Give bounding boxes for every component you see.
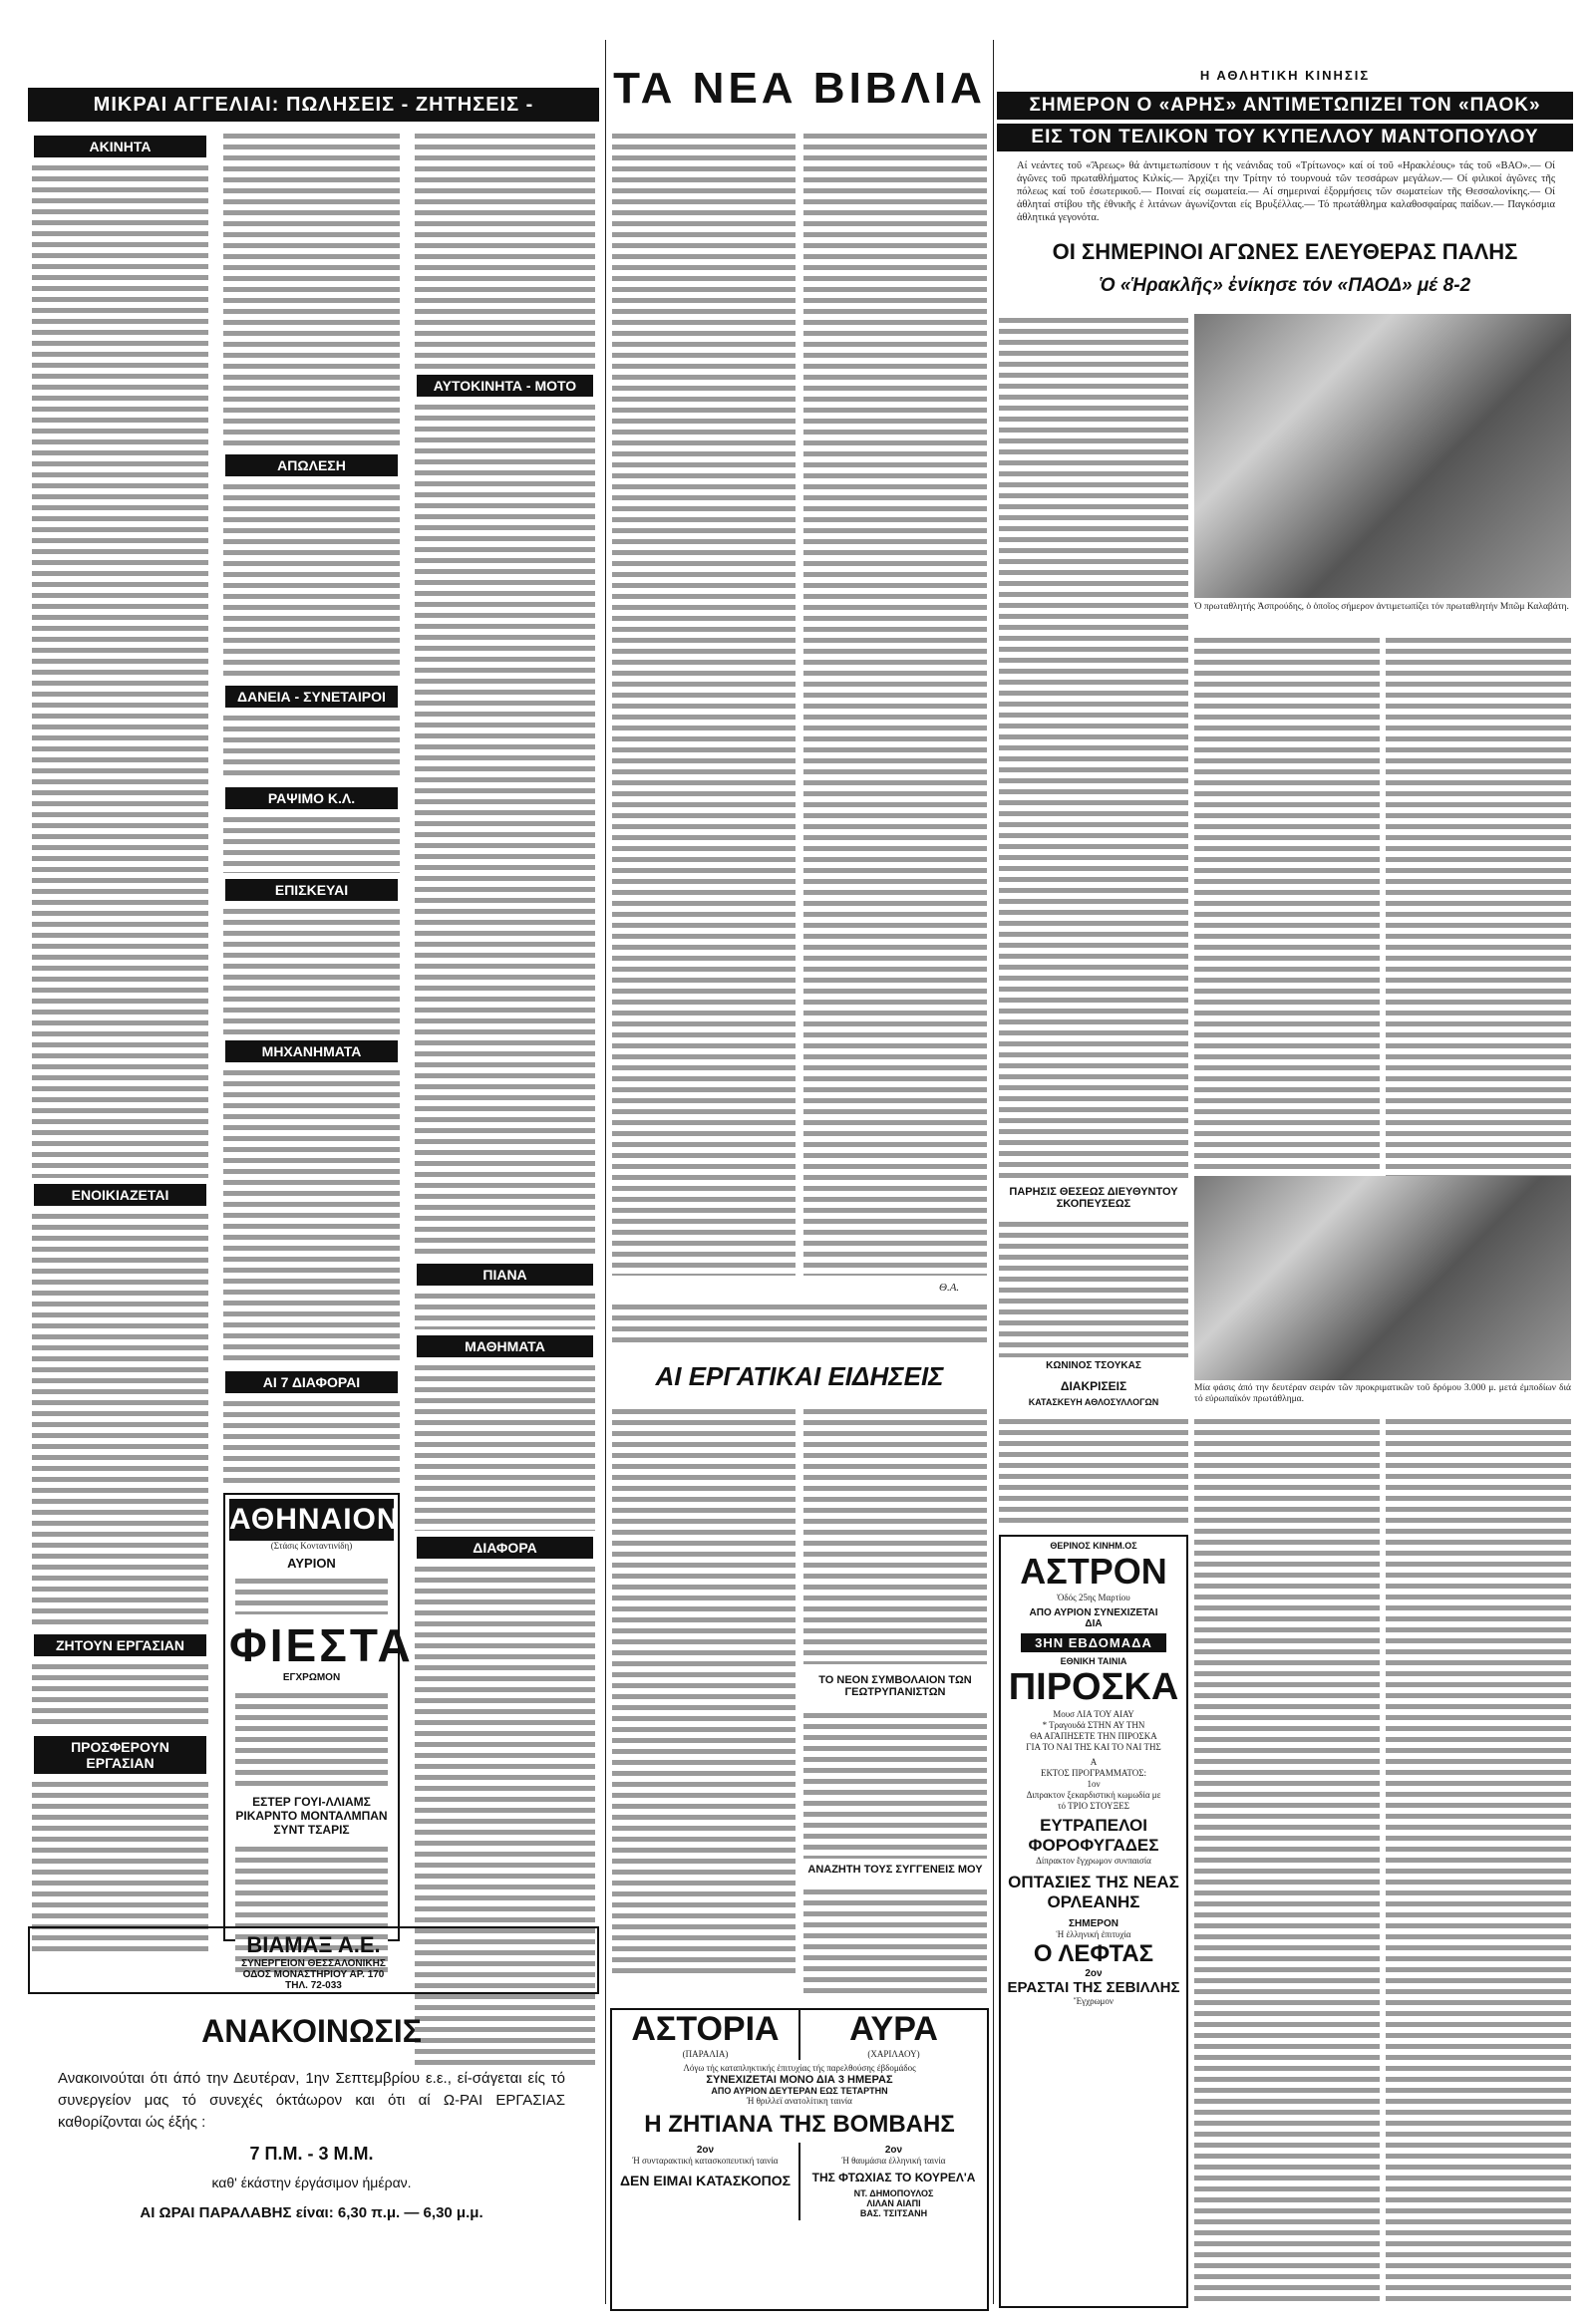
classified-text <box>32 1210 208 1628</box>
avra-second-label: 2ον <box>884 2145 903 2156</box>
cinema-names <box>612 2010 987 2060</box>
announcement-text: Ανακοινούται ότι άπό την Δευτέραν, 1ην Σεπτεμβρίου ε.ε., εί-σάγεται είς τό συνεργείον μας τό συνεχές όκτάωρον και ότι αί Ω-ΡΑΙ ΕΡΓΑΣΙΑΣ καθορίζονται ώς έξής : <box>58 2070 565 2131</box>
sports-text-e <box>999 1415 1188 1525</box>
astron-film4: Ο ΛΕΦΤΑΣ <box>1033 1940 1154 1967</box>
avra-title: ΑΥΡΑ <box>849 2010 938 2048</box>
astron-film2: ΕΥΤΡΑΠΕΛΟΙ ΦΟΡΟΦΥΓΑΔΕΣ <box>1028 1816 1159 1855</box>
sports-text-f <box>1194 1415 1380 2302</box>
ad-text <box>235 1689 388 1789</box>
astoria-second <box>612 2143 800 2220</box>
astron-film: ΠΙΡΟΣΚΑ <box>1008 1666 1179 1708</box>
books-header: ΤΑ ΝΕΑ ΒΙΒΛΙΑ <box>613 64 986 113</box>
athinaion-title: ΑΘΗΝΑΙΟΝ <box>229 1499 394 1541</box>
section-header-zitoun-ergasian: ΖΗΤΟΥΝ ΕΡΓΑΣΙΑΝ <box>34 1634 206 1656</box>
wrestling-subheader: Ὁ «Ἡρακλῆς» ἐνίκησε τόν «ΠΑΟΔ» μέ 8-2 <box>1099 275 1471 296</box>
section-header-diafora: ΔΙΑΦΟΡΑ <box>417 1537 593 1559</box>
section-header-daneia: ΔΑΝΕΙΑ - ΣΥΝΕΤΑΙΡΟΙ <box>225 686 398 708</box>
cinema-line2: ΣΥΝΕΧΙΖΕΤΑΙ ΜΟΝΟ ΔΙΑ 3 ΗΜΕΡΑΣ <box>706 2074 893 2086</box>
shooting-box-title: ΠΑΡΗΣΙΣ ΘΕΣΕΩΣ ΔΙΕΥΘΥΝΤΟΥ ΣΚΟΠΕΥΣΕΩΣ <box>1009 1186 1178 1210</box>
astron-address: Ὁδός 25ης Μαρτίου <box>1057 1593 1130 1602</box>
viamax-phone: ΤΗΛ. 72-033 <box>285 1980 342 1991</box>
astoria-avra-ad <box>610 2008 989 2311</box>
avra-second-film: ΤΗΣ ΦΤΩΧΙΑΣ ΤΟ ΚΟΥΡΕΛ'Α <box>811 2171 976 2184</box>
wrestler-photo-caption: Ὁ πρωταθλητής Ἀσπρούδης, ὁ ὁποῖος σήμερον ἀντιμετωπίζει τόν πρωταθλητήν Μπῶμ Καλαβάτη. <box>1194 602 1569 612</box>
announcement <box>28 2003 595 2302</box>
section-header-piana: ΠΙΑΝΑ <box>417 1264 593 1286</box>
labor-subheader-2: ΑΝΑΖΗΤΗ ΤΟΥΣ ΣΥΓΓΕΝΕΙΣ ΜΟΥ <box>807 1864 983 1876</box>
cinema-line3: ΑΠΟ ΑΥΡΙΟΝ ΔΕΥΤΕΡΑΝ ΕΩΣ ΤΕΤΑΡΤΗΝ <box>711 2086 888 2096</box>
avra-block <box>800 2010 987 2060</box>
books-signature: Θ.Α. <box>939 1282 960 1294</box>
announcement-days: καθ' έκάστην έργάσιμον ήμέραν. <box>211 2175 412 2190</box>
sports-kicker: Η ΑΘΛΗΤΙΚΗ ΚΙΝΗΣΙΣ <box>1199 68 1371 83</box>
avra-second-desc: Ή θαυμάσια έλληνική ταινία <box>841 2156 946 2166</box>
announcement-title: ΑΝΑΚΟΙΝΩΣΙΣ <box>201 2013 422 2049</box>
viamax-ad <box>28 1926 599 1994</box>
avra-sub: (ΧΑΡΙΛΑΟΥ) <box>867 2049 920 2059</box>
classifieds-subcol-1 <box>28 130 212 1957</box>
athinaion-stars: ΕΣΤΕΡ ΓΟΥΙ-ΛΛΙΑΜΣ ΡΙΚΑΡΝΤΟ ΜΟΝΤΑΛΜΠΑΝ ΣΥΝΤ ΤΣΑΡΙΣ <box>235 1795 388 1837</box>
astron-second: 2ον <box>1085 1968 1103 1979</box>
astron-film5-sub: Ἔγχρωμον <box>1074 1996 1114 2006</box>
classifieds-header: ΜΙΚΡΑΙ ΑΓΓΕΛΙΑΙ: ΠΩΛΗΣΕΙΣ - ΖΗΤΗΣΕΙΣ - <box>28 88 599 122</box>
astron-film3: ΟΠΤΑΣΙΕΣ ΤΗΣ ΝΕΑΣ ΟΡΛΕΑΝΗΣ <box>1008 1873 1179 1911</box>
astron-cinema-ad <box>999 1535 1188 2308</box>
astoria-block <box>612 2010 800 2060</box>
section-header-enoikiazetai: ΕΝΟΙΚΙΑΖΕΤΑΙ <box>34 1184 206 1206</box>
sports-column <box>997 0 1573 2324</box>
sports-headline-1: ΣΗΜΕΡΟΝ Ο «ΑΡΗΣ» ΑΝΤΙΜΕΤΩΠΙΖΕΙ ΤΟΝ «ΠΑΟΚ» <box>997 92 1573 120</box>
wrestling-header: ΟΙ ΣΗΜΕΡΙΝΟΙ ΑΓΩΝΕΣ ΕΛΕΥΘΕΡΑΣ ΠΑΛΗΣ <box>1052 239 1518 264</box>
astron-desc: Μουσ ΛΙΑ ΤΟΥ ΑΙΑΥ * Τραγουδά ΣΤΗΝ ΑΥ ΤΗΝ ΘΑ ΑΓΑΠΗΣΕΤΕ ΤΗΝ ΠΙΡΟΣΚΑ ΓΙΑ ΤΟ ΝΑΙ ΤΗΣ ΚΑΙ ΤΟ ΝΑΙ ΤΗΣ <box>1026 1709 1161 1752</box>
classified-text <box>415 401 595 1258</box>
classified-text <box>223 712 400 781</box>
classified-text <box>415 1290 595 1329</box>
column-rule <box>993 40 994 2304</box>
athinaion-film-title: ΦΙΕΣΤΑ <box>229 1619 414 1671</box>
astron-today: ΣΗΜΕΡΟΝ <box>1069 1918 1118 1929</box>
section-header-prosferoun-ergasian: ΠΡΟΣΦΕΡΟΥΝ ΕΡΓΑΣΙΑΝ <box>34 1736 206 1774</box>
astron-extra: Α ΕΚΤΟΣ ΠΡΟΓΡΑΜΜΑΤΟΣ: 1ον Διπρακτον ξεκαρδιστική κωμωδία με τό ΤΡΙΟ ΣΤΟΥΞΕΣ <box>1026 1757 1161 1811</box>
astron-film2-sub: Δίπρακτον ἔγχρωμον συνπαισία <box>1036 1856 1151 1866</box>
astron-line1: ΑΠΟ ΑΥΡΙΟΝ ΣΥΝΕΧΙΖΕΤΑΙ <box>1029 1607 1158 1618</box>
cinema-line4: Ή θριλλεϊ ανατολίτικη ταινία <box>747 2096 852 2106</box>
astron-kicker: ΘΕΡΙΝΟΣ ΚΙΝΗΜ.ΟΣ <box>1050 1541 1137 1551</box>
labor-text-right-1 <box>803 1405 987 1664</box>
astoria-sub: (ΠΑΡΑΛΙΑ) <box>682 2049 729 2059</box>
shooting-box-sign: ΚΩΝΙΝΟΣ ΤΣΟΥΚΑΣ <box>1046 1360 1141 1371</box>
sports-text-a <box>999 314 1188 1181</box>
classified-text <box>415 1563 595 2071</box>
section-header-mathimata: ΜΑΘΗΜΑΤΑ <box>417 1335 593 1357</box>
wrestler-photo <box>1194 314 1571 598</box>
labor-text-left <box>612 1405 796 1973</box>
athinaion-cinema-ad <box>223 1493 414 1941</box>
astron-week: 3ΗΝ ΕΒΔΟΜΑΔΑ <box>1021 1633 1166 1652</box>
books-text-lower <box>612 1301 987 1345</box>
viamax-title: ΒΙΑΜΑΞ Α.Ε. <box>246 1932 381 1957</box>
books-text-left <box>612 130 796 1276</box>
diakrisis-sub: ΚΑΤΑΣΚΕΥΗ ΑΘΛΟΣΥΛΛΟΓΩΝ <box>1028 1397 1159 1407</box>
classified-text <box>415 1361 595 1531</box>
classifieds-subcol-2 <box>219 130 414 1947</box>
section-header-aftokinita: ΑΥΤΟΚΙΝΗΤΑ - ΜΟΤΟ <box>417 375 593 397</box>
labor-header: ΑΙ ΕΡΓΑΤΙΚΑΙ ΕΙΔΗΣΕΙΣ <box>655 1361 944 1391</box>
section-header-rapsimo: ΡΑΨΙΜΟ Κ.Λ. <box>225 787 398 809</box>
athinaion-when: ΑΥΡΙΟΝ <box>287 1556 336 1571</box>
athinaion-sub: (Στάσις Κονταντινίδη) <box>270 1541 353 1551</box>
viamax-line1: ΣΥΝΕΡΓΕΙΟΝ ΘΕΣΣΑΛΟΝΙΚΗΣ <box>241 1958 386 1969</box>
astron-today-sub: Ἡ ἐλληνική ἐπιτυχία <box>1056 1929 1131 1939</box>
astoria-second-film: ΔΕΝ ΕΙΜΑΙ ΚΑΤΑΣΚΟΠΟΣ <box>619 2173 792 2188</box>
classified-text <box>415 130 595 369</box>
steeplechase-photo <box>1194 1176 1571 1380</box>
astoria-second-label: 2ον <box>696 2145 715 2156</box>
announcement-hours: 7 Π.Μ. - 3 Μ.Μ. <box>249 2144 374 2164</box>
announcement-collection: ΑΙ ΩΡΑΙ ΠΑΡΑΛΑΒΗΣ είναι: 6,30 π.μ. — 6,30 μ.μ. <box>140 2204 483 2221</box>
column-rule <box>605 40 606 2304</box>
classified-text <box>223 905 400 1034</box>
labor-text-right-3 <box>803 1886 987 1995</box>
books-column <box>610 0 989 2324</box>
section-header-episkevai: ΕΠΙΣΚΕΥΑΙ <box>225 879 398 901</box>
sports-text-g <box>1386 1415 1571 2302</box>
cinema-second-features <box>612 2143 987 2220</box>
astron-film5: ΕΡΑΣΤΑΙ ΤΗΣ ΣΕΒΙΛΛΗΣ <box>1007 1979 1180 1996</box>
athinaion-color: ΕΓΧΡΩΜΟΝ <box>282 1672 341 1683</box>
section-header-apolesi: ΑΠΩΛΕΣΗ <box>225 454 398 476</box>
steeplechase-photo-caption: Μία φάσις ἀπό την δευτέραν σειράν τῶν προκριματικῶν τοῦ δρόμου 3.000 μ. μετά ἐμποδίων διά τό εὐρωπαϊκόν πρωτάθλημα. <box>1194 1383 1571 1404</box>
classifieds-subcol-3 <box>411 130 599 2071</box>
sports-text-b <box>1194 634 1380 1172</box>
classified-text <box>32 1660 208 1730</box>
astoria-title: ΑΣΤΟΡΙΑ <box>631 2010 780 2048</box>
astron-line3: ΕΘΝΙΚΗ ΤΑΙΝΙΑ <box>1060 1656 1127 1666</box>
avra-second <box>800 2143 987 2220</box>
diakrisis-title: ΔΙΑΚΡΙΣΕΙΣ <box>1060 1379 1127 1393</box>
classified-text <box>223 813 400 873</box>
section-header-michanimata: ΜΗΧΑΝΗΜΑΤΑ <box>225 1040 398 1062</box>
section-header-diafora-7: ΑΙ 7 ΔΙΑΦΟΡΑΙ <box>225 1371 398 1393</box>
cinema-line1: Λόγω τής καταπληκτικής έπιτυχίας τής παρελθούσης έβδομάδος <box>683 2063 916 2073</box>
viamax-line2: ΟΔΟΣ ΜΟΝΑΣΤΗΡΙΟΥ ΑΡ. 170 <box>242 1969 385 1980</box>
astoria-second-desc: Ή συνταρακτική κατασκοπευτική ταινία <box>632 2156 779 2166</box>
section-header-akinita: ΑΚΙΝΗΤΑ <box>34 136 206 157</box>
avra-second-cast: ΝΤ. ΔΗΜΟΠΟΥΛΟΣ ΛΙΛΑΝ ΑΙΑΠΙ ΒΑΣ. ΤΣΙΤΣΑΝΗ <box>853 2188 934 2218</box>
classifieds-column <box>28 0 599 2324</box>
sports-headline-2: ΕΙΣ ΤΟΝ ΤΕΛΙΚΟΝ ΤΟΥ ΚΥΠΕΛΛΟΥ ΜΑΝΤΟΠΟΥΛΟΥ <box>997 124 1573 151</box>
classified-text <box>32 161 208 1178</box>
labor-subheader-1: ΤΟ ΝΕΟΝ ΣΥΜΒΟΛΑΙΟΝ ΤΩΝ ΓΕΩΤΡΥΠΑΝΙΣΤΩΝ <box>818 1674 972 1698</box>
classified-text <box>223 1066 400 1365</box>
sports-text-d <box>999 1218 1188 1357</box>
astron-title: ΑΣΤΡΟΝ <box>1020 1551 1167 1592</box>
classified-text <box>223 130 400 448</box>
books-text-right <box>803 130 987 1276</box>
labor-text-right-2 <box>803 1709 987 1859</box>
classified-text <box>223 1397 400 1487</box>
sports-lead: Αί νεάντες τοῦ «Ἄρεως» θά ἀντιμετωπίσουν τ ής νεάνιδας τοῦ «Τρίτωνος» καί οί τοῦ «Ηρακλέους» τάς τοῦ «ΒΑΟ».— Οί ἀγῶνες τοῦ πρωταθλήματος Κιλκίς.— Ἀρχίζει την Τρίτην τό τουρνουά τῶν τεσσάρων μεγάλων.— Οί φιλικοί ἀγῶνες τῆς πόλεως καί τοῦ ἐσωτερικοῦ.— Ποιναί είς σωματεία.— Αί σημεριναί ἐξορμήσεις τῶν σωματείων τῆς Θεσσαλονίκης.— Οί ἀθληταί στίβου τῆς ἐθνικῆς ἐ λιτάνων ἀγωνίζονται είς Βρυξέλλας.— Τό πρωτάθλημα καλαθοσφαίρας παίδων.— Παγκόσμια ἀθλητικά γεγονότα. <box>1017 160 1555 223</box>
classified-text <box>223 480 400 680</box>
ad-text <box>235 1575 388 1614</box>
astron-line2: ΔΙΑ <box>1085 1618 1103 1629</box>
cinema-main-film: Η ΖΗΤΙΑΝΑ ΤΗΣ ΒΟΜΒΑΗΣ <box>644 2111 955 2138</box>
